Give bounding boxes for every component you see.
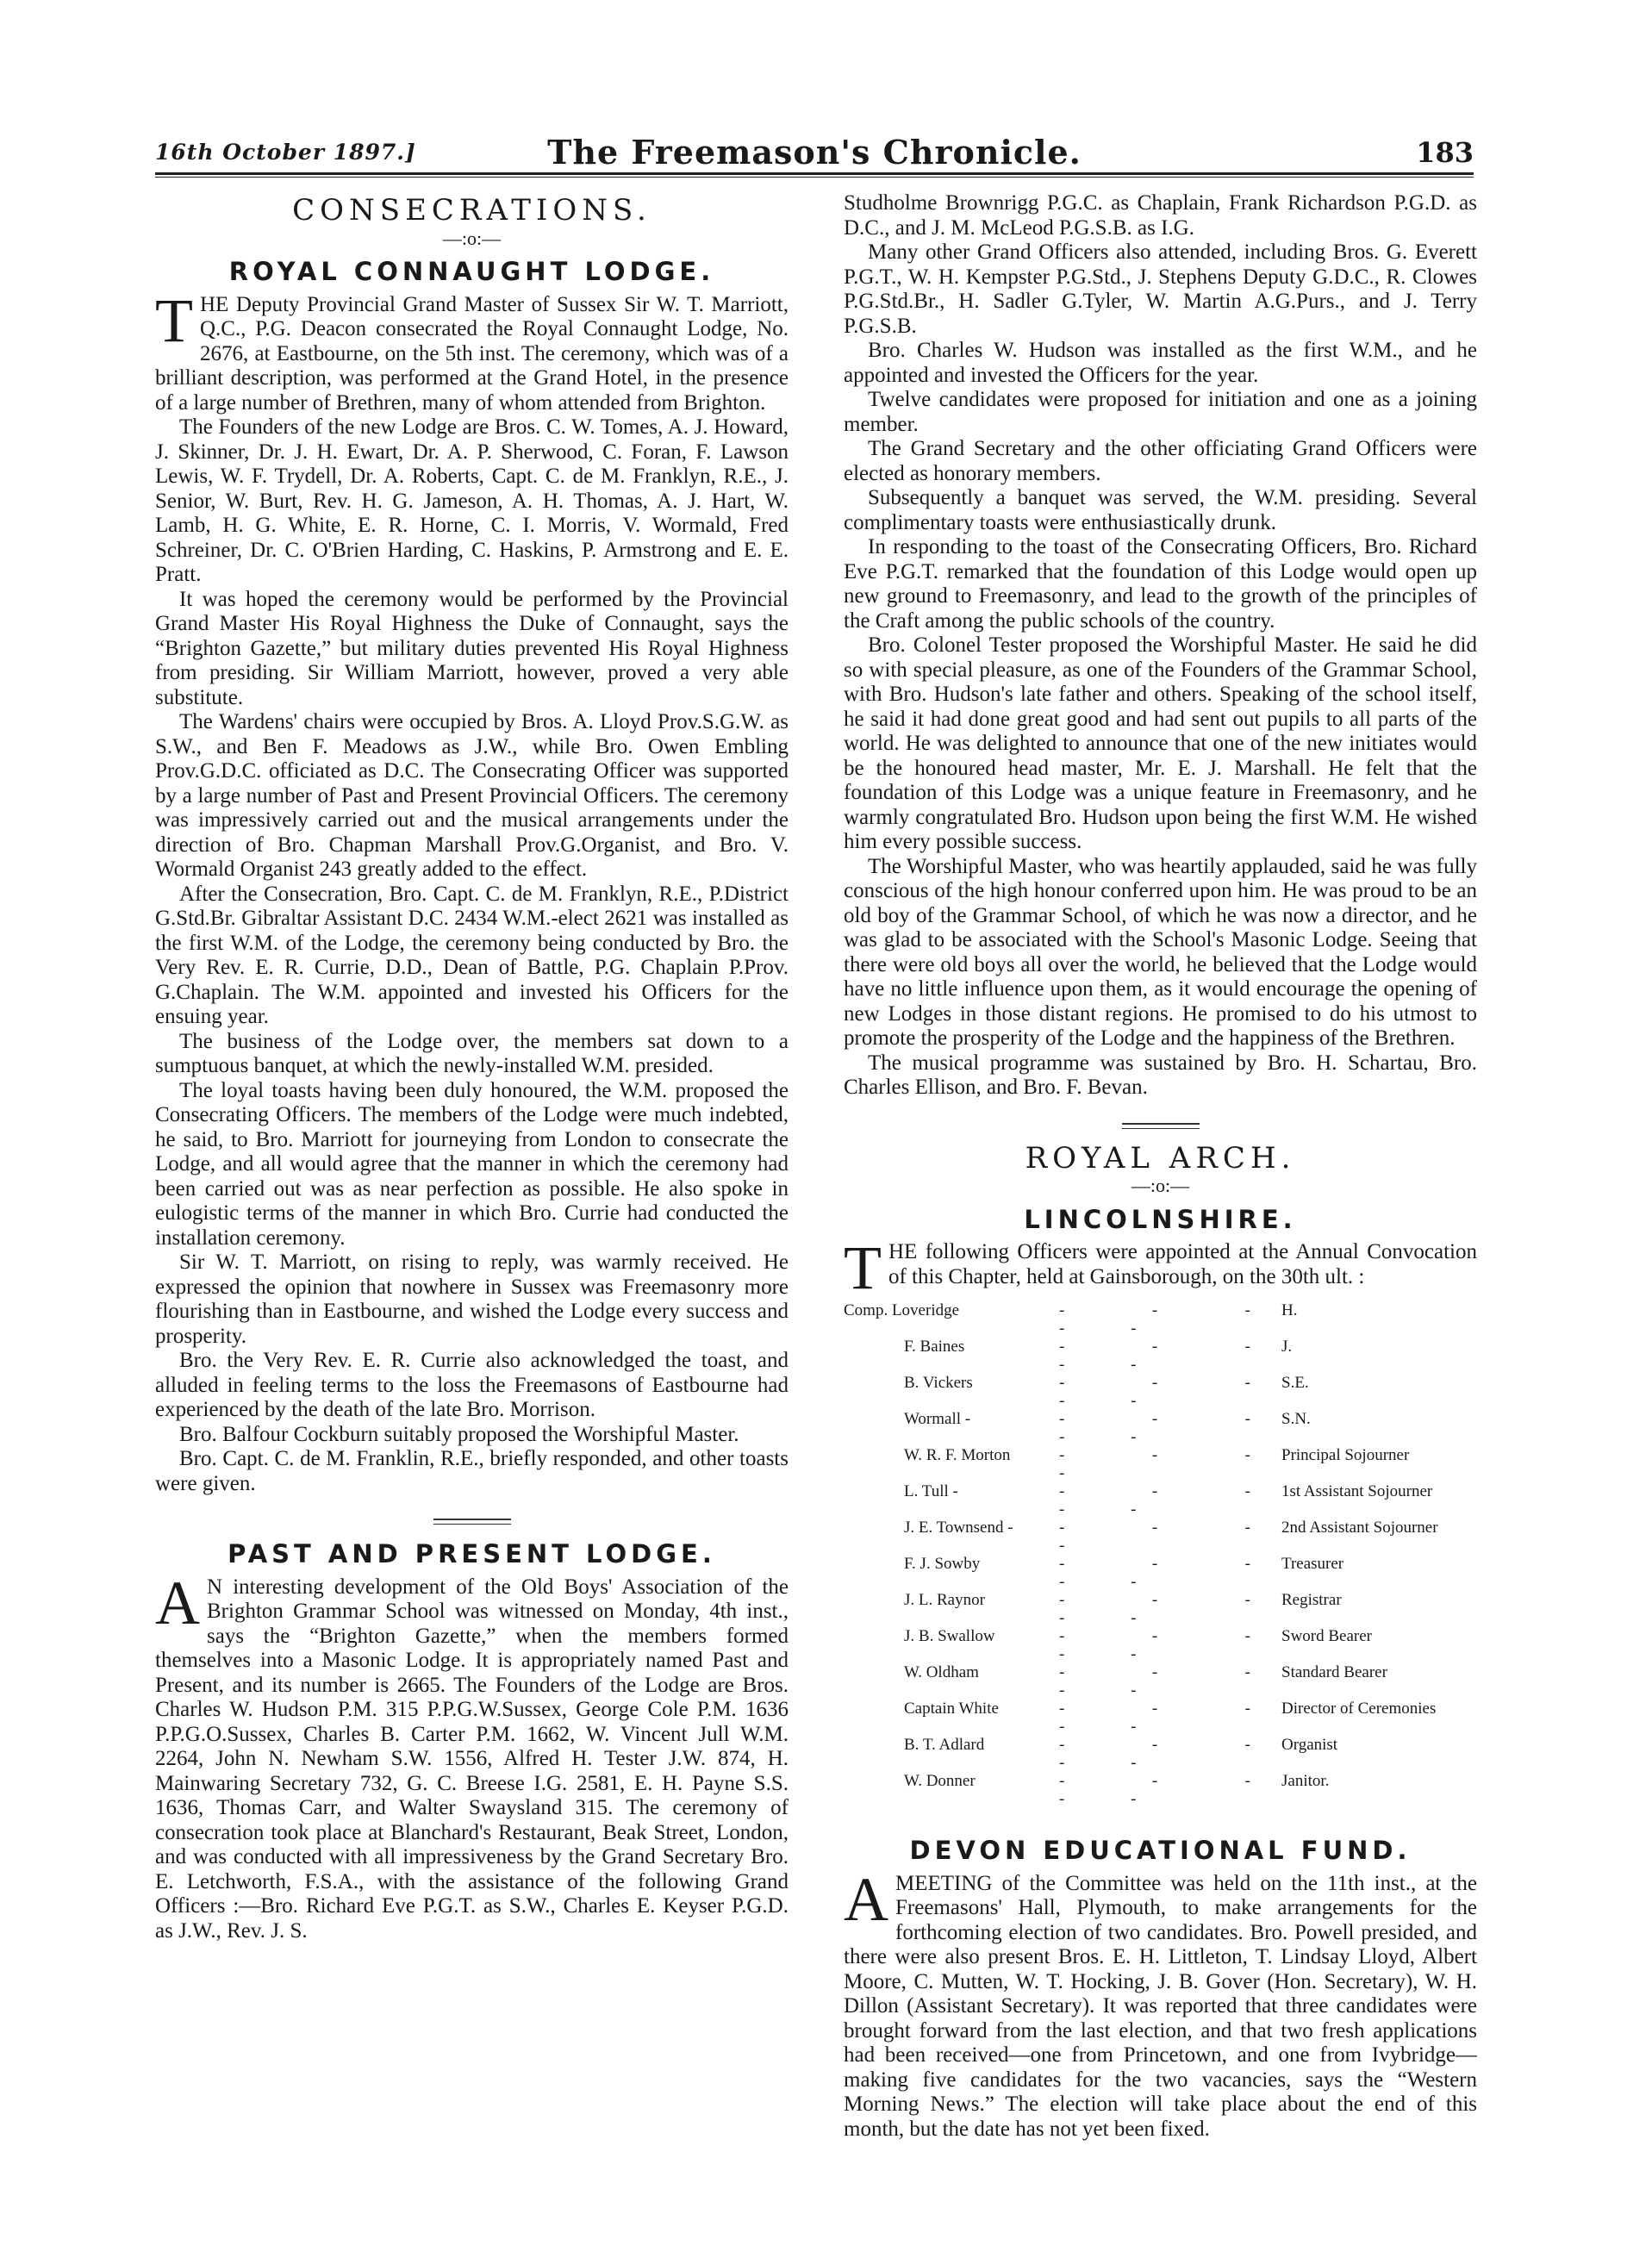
drop-cap: A <box>844 1864 888 1934</box>
article-heading-past-and-present: PAST AND PRESENT LODGE. <box>228 1539 716 1569</box>
article-paragraph: THE following Officers were appointed at the Annual Convocation of this Chapter, held at Gainsborough, on the 30th ult. : <box>844 1233 1477 1302</box>
officer-role: Registrar <box>1281 1591 1342 1609</box>
running-head <box>155 131 1474 171</box>
officer-name: J. L. Raynor <box>904 1591 985 1609</box>
officer-role: 1st Assistant Sojourner <box>1281 1482 1433 1500</box>
article-paragraph: The Worshipful Master, who was heartily applauded, said he was fully conscious of the high honour conferred upon him. He was proud to be an old boy of the Grammar School, of which he was now a director, and he was glad to be associated with the School's Masonic Lodge. Seeing that there were old boys all over the world, he believed that the Lodge would have no little influence upon them, as it would encourage the opening of new Lodges in those distant regions. He promised to do his utmost to promote the prosperity of the Lodge and the happiness of the Brethren. <box>844 854 1477 1050</box>
article-paragraph: Bro. Colonel Tester proposed the Worshipful Master. He said he did so with special pleasure, as one of the Founders of the Grammar School, with Bro. Hudson's late father and others. Speaking of the school itself, he said it had done great good and had sent out pupils to all parts of the world. He was delighted to announce that one of the new initiates would be the honoured head master, Mr. E. J. Marshall. He felt that the foundation of this Lodge was a unique feature in Freemasonry, and he warmly congratulated Bro. Hudson upon being the first W.M. He wished him every possible success. <box>844 633 1477 853</box>
officer-role: S.E. <box>1281 1374 1309 1392</box>
officer-role: Janitor. <box>1281 1772 1330 1790</box>
article-paragraph: In responding to the toast of the Consecrating Officers, Bro. Richard Eve P.G.T. remarked that the foundation of this Lodge would open up new ground to Freemasonry, and lead to the growth of the principles of the Craft among the public schools of the country. <box>844 535 1477 633</box>
leader-dashes: - - - - <box>1059 1446 1281 1482</box>
article-paragraph: Bro. the Very Rev. E. R. Currie also acknowledged the toast, and alluded in feeling terms to the loss the Freemasons of Eastbourne had experienced by the death of the late Bro. Morrison. <box>155 1349 789 1421</box>
officer-name: B. Vickers <box>904 1374 973 1392</box>
officer-role: J. <box>1281 1338 1293 1356</box>
officer-role: Organist <box>1281 1736 1338 1754</box>
section-divider <box>433 1519 511 1525</box>
leader-dashes: - - - - - <box>1059 1410 1281 1446</box>
ornament-divider: —:o:— <box>1131 1175 1190 1196</box>
officer-row <box>844 1555 1477 1591</box>
article-paragraph: A MEETING of the Committee was held on the 11th inst., at the Freemasons' Hall, Plymouth, to make arrangements for the forthcoming election of two candidates. Bro. Powell presided, and there were also present Bros. E. H. Littleton, T. Lindsay Lloyd, Albert Moore, C. Mutten, W. T. Hocking, J. B. Gover (Hon. Secretary), W. H. Dillon (Assistant Secretary). It was reported that three candidates were brought forward from the last election, and that two fresh applications had been received—one from Princetown, and one from Ivybridge—making five candidates for the two vacancies, says the “Western Morning News.” The election will take place about the end of this month, but the date has not yet been fixed. <box>844 1864 1477 2141</box>
article-paragraph: The musical programme was sustained by Bro. H. Schartau, Bro. Charles Ellison, and Bro. F. Bevan. <box>844 1051 1477 1099</box>
article-paragraph: The business of the Lodge over, the members sat down to a sumptuous banquet, at which the newly-installed W.M. presided. <box>155 1029 789 1077</box>
drop-cap: T <box>844 1233 882 1302</box>
officer-row <box>844 1736 1477 1772</box>
article-paragraph: Bro. Charles W. Hudson was installed as the first W.M., and he appointed and invested the Officers for the year. <box>844 339 1477 387</box>
page-number: 183 <box>1416 136 1474 169</box>
article-paragraph: After the Consecration, Bro. Capt. C. de M. Franklyn, R.E., P.District G.Std.Br. Gibraltar Assistant D.C. 2434 W.M.-elect 2621 was installed as the first W.M. of the Lodge, the ceremony being conducted by Bro. the Very Rev. E. R. Currie, D.D., Dean of Battle, P.G. Chaplain P.Prov. G.Chaplain. The W.M. appointed and invested his Officers for the ensuing year. <box>155 882 789 1028</box>
officer-row <box>844 1700 1477 1736</box>
officer-role: Director of Ceremonies <box>1281 1700 1437 1718</box>
officer-name: L. Tull - <box>904 1482 958 1500</box>
article-paragraph: A N interesting development of the Old Boys' Association of the Brighton Grammar School was witnessed on Monday, 4th inst., says the “Brighton Gazette,” when the members formed themselves into a Masonic Lodge. It is appropriately named Past and Present, and its number is 2665. The Founders of the Lodge are Bros. Charles W. Hudson P.M. 315 P.P.G.W.Sussex, George Cole P.M. 1636 P.P.G.O.Sussex, Charles B. Carter P.M. 1662, W. Vincent Jull W.M. 2264, John N. Newham S.W. 1556, Alfred H. Tester J.W. 874, H. Mainwaring Secretary 732, G. C. Breese I.G. 2581, E. H. Payne S.S. 1636, Thomas Carr, and Walter Swaysland 315. The ceremony of consecration took place at Blanchard's Restaurant, Beak Street, London, and was conducted with all impressiveness by the Grand Secretary Bro. E. Letchworth, F.S.A., with the assistance of the following Grand Officers :—Bro. Richard Eve P.G.T. as S.W., Charles E. Keyser P.G.D. as J.W., Rev. J. S. <box>155 1568 789 1943</box>
masthead-title: The Freemason's Chronicle. <box>547 133 1082 172</box>
leader-dashes: - - - - - <box>1059 1591 1281 1627</box>
leader-dashes: - - - - - <box>1059 1482 1281 1519</box>
officer-name: F. Baines <box>904 1338 965 1356</box>
officer-name: F. J. Sowby <box>904 1555 981 1573</box>
issue-date: 16th October 1897.] <box>155 140 416 165</box>
officer-name: W. Oldham <box>904 1663 979 1681</box>
article-paragraph: The Founders of the new Lodge are Bros. C. W. Tomes, A. J. Howard, J. Skinner, Dr. J. H. Ewart, Dr. A. P. Sherwood, C. Foran, F. Lawson Lewis, W. F. Trydell, Dr. A. Roberts, Capt. C. de M. Franklyn, R.E., J. Senior, W. Burt, Rev. H. G. Jameson, A. H. Thomas, A. J. Hart, W. Lamb, H. G. White, E. R. Horne, C. I. Morris, V. Wormald, Fred Schreiner, Dr. C. O'Brien Harding, C. Haskins, P. Armstrong and E. E. Pratt. <box>155 415 789 586</box>
officer-row <box>844 1374 1477 1410</box>
article-paragraph: Sir W. T. Marriott, on rising to reply, was warmly received. He expressed the opinion that nowhere in Sussex was Freemasonry more flourishing than in Eastbourne, and wished the Lodge every success and prosperity. <box>155 1251 789 1348</box>
leader-dashes: - - - - - <box>1059 1555 1281 1591</box>
header-rule <box>155 172 1474 175</box>
left-column <box>155 191 789 2242</box>
article-paragraph: Subsequently a banquet was served, the W.M. presiding. Several complimentary toasts were enthusiastically drunk. <box>844 486 1477 534</box>
officer-role: Principal Sojourner <box>1281 1446 1410 1464</box>
officer-name: W. R. F. Morton <box>904 1446 1011 1464</box>
article-heading-lincolnshire: LINCOLNSHIRE. <box>1024 1204 1297 1234</box>
officer-row <box>844 1482 1477 1519</box>
article-paragraph: Bro. Balfour Cockburn suitably proposed the Worshipful Master. <box>179 1422 739 1446</box>
leader-dashes: - - - - - <box>1059 1374 1281 1410</box>
officer-role: S.N. <box>1281 1410 1311 1428</box>
officer-row <box>844 1519 1477 1555</box>
officer-name: J. B. Swallow <box>904 1627 995 1645</box>
officer-row <box>844 1410 1477 1446</box>
leader-dashes: - - - - - <box>1059 1663 1281 1700</box>
drop-cap: T <box>155 285 193 355</box>
leader-dashes: - - - - - <box>1059 1700 1281 1736</box>
officer-role: Sword Bearer <box>1281 1627 1372 1645</box>
article-paragraph: The Grand Secretary and the other officiating Grand Officers were elected as honorary members. <box>844 437 1477 485</box>
article-paragraph: Many other Grand Officers also attended, including Bros. G. Everett P.G.T., W. H. Kempster P.G.Std., J. Stephens Deputy G.D.C., R. Clowes P.G.Std.Br., H. Sadler G.Tyler, W. Martin A.G.Purs., and J. Terry P.G.S.B. <box>844 240 1477 338</box>
leader-dashes: - - - - - <box>1059 1736 1281 1772</box>
officer-role: 2nd Assistant Sojourner <box>1281 1519 1438 1537</box>
officer-row <box>844 1446 1477 1482</box>
article-paragraph: It was hoped the ceremony would be performed by the Provincial Grand Master His Royal Highness the Duke of Connaught, says the “Brighton Gazette,” but military duties prevented His Royal Highness from presiding. Sir William Marriott, however, proved a very able substitute. <box>155 587 789 709</box>
article-heading-devon: DEVON EDUCATIONAL FUND. <box>909 1836 1412 1865</box>
officer-role: Treasurer <box>1281 1555 1344 1573</box>
article-paragraph: The Wardens' chairs were occupied by Bros. A. Lloyd Prov.S.G.W. as S.W., and Ben F. Meadows as J.W., while Bro. Owen Embling Prov.G.D.C. officiated as D.C. The Consecrating Officer was supported by a large number of Past and Present Provincial Officers. The ceremony was impressively carried out and the musical arrangements under the direction of Bro. Chapman Marshall Prov.G.Organist, and Bro. V. Wormald Organist 243 greatly added to the effect. <box>155 710 789 881</box>
section-heading-royal-arch: ROYAL ARCH. <box>1025 1140 1296 1176</box>
officer-name: Comp. Loveridge <box>844 1301 960 1319</box>
header-rule-thin <box>155 177 1474 178</box>
article-heading-royal-connaught: ROYAL CONNAUGHT LODGE. <box>228 257 715 286</box>
officer-row <box>844 1301 1477 1338</box>
section-divider <box>1122 1123 1200 1129</box>
article-paragraph: Twelve candidates were proposed for initiation and one as a joining member. <box>844 388 1477 436</box>
leader-dashes: - - - - - <box>1059 1338 1281 1374</box>
article-paragraph: THE Deputy Provincial Grand Master of Sussex Sir W. T. Marriott, Q.C., P.G. Deacon consecrated the Royal Connaught Lodge, No. 2676, at Eastbourne, on the 5th inst. The ceremony, which was of a brilliant description, was performed at the Grand Hotel, in the presence of a large number of Brethren, many of whom attended from Brighton. <box>155 285 789 415</box>
officer-name: Captain White <box>904 1700 999 1718</box>
officer-row <box>844 1627 1477 1663</box>
officer-row <box>844 1663 1477 1700</box>
officer-name: Wormall - <box>904 1410 971 1428</box>
leader-dashes: - - - - - <box>1059 1301 1281 1338</box>
officer-row <box>844 1772 1477 1808</box>
officer-name: W. Donner <box>904 1772 976 1790</box>
leader-dashes: - - - - <box>1059 1519 1281 1555</box>
officer-row <box>844 1338 1477 1374</box>
article-paragraph: Bro. Capt. C. de M. Franklin, R.E., briefly responded, and other toasts were given. <box>155 1447 789 1495</box>
ornament-divider: —:o:— <box>442 227 502 249</box>
article-paragraph: The loyal toasts having been duly honoured, the W.M. proposed the Consecrating Officers. The members of the Lodge were much indebted, he said, to Bro. Marriott for journeying from London to consecrate the Lodge, and all would agree that the manner in which the ceremony had been carried out was as near perfection as possible. He also spoke in eulogistic terms of the manner in which Bro. Currie had conducted the installation ceremony. <box>155 1078 789 1250</box>
officer-name: B. T. Adlard <box>904 1736 985 1754</box>
drop-cap: A <box>155 1568 200 1637</box>
leader-dashes: - - - - - <box>1059 1627 1281 1663</box>
officer-role: H. <box>1281 1301 1298 1319</box>
leader-dashes: - - - - - <box>1059 1772 1281 1808</box>
officer-role: Standard Bearer <box>1281 1663 1387 1681</box>
officer-row <box>844 1591 1477 1627</box>
officers-list <box>844 1301 1477 1808</box>
right-column <box>844 191 1477 2242</box>
section-heading-consecrations: CONSECRATIONS. <box>292 193 651 228</box>
article-paragraph: Studholme Brownrigg P.G.C. as Chaplain, Frank Richardson P.G.D. as D.C., and J. M. McLeod P.G.S.B. as I.G. <box>844 191 1477 240</box>
officer-name: J. E. Townsend - <box>904 1519 1013 1537</box>
